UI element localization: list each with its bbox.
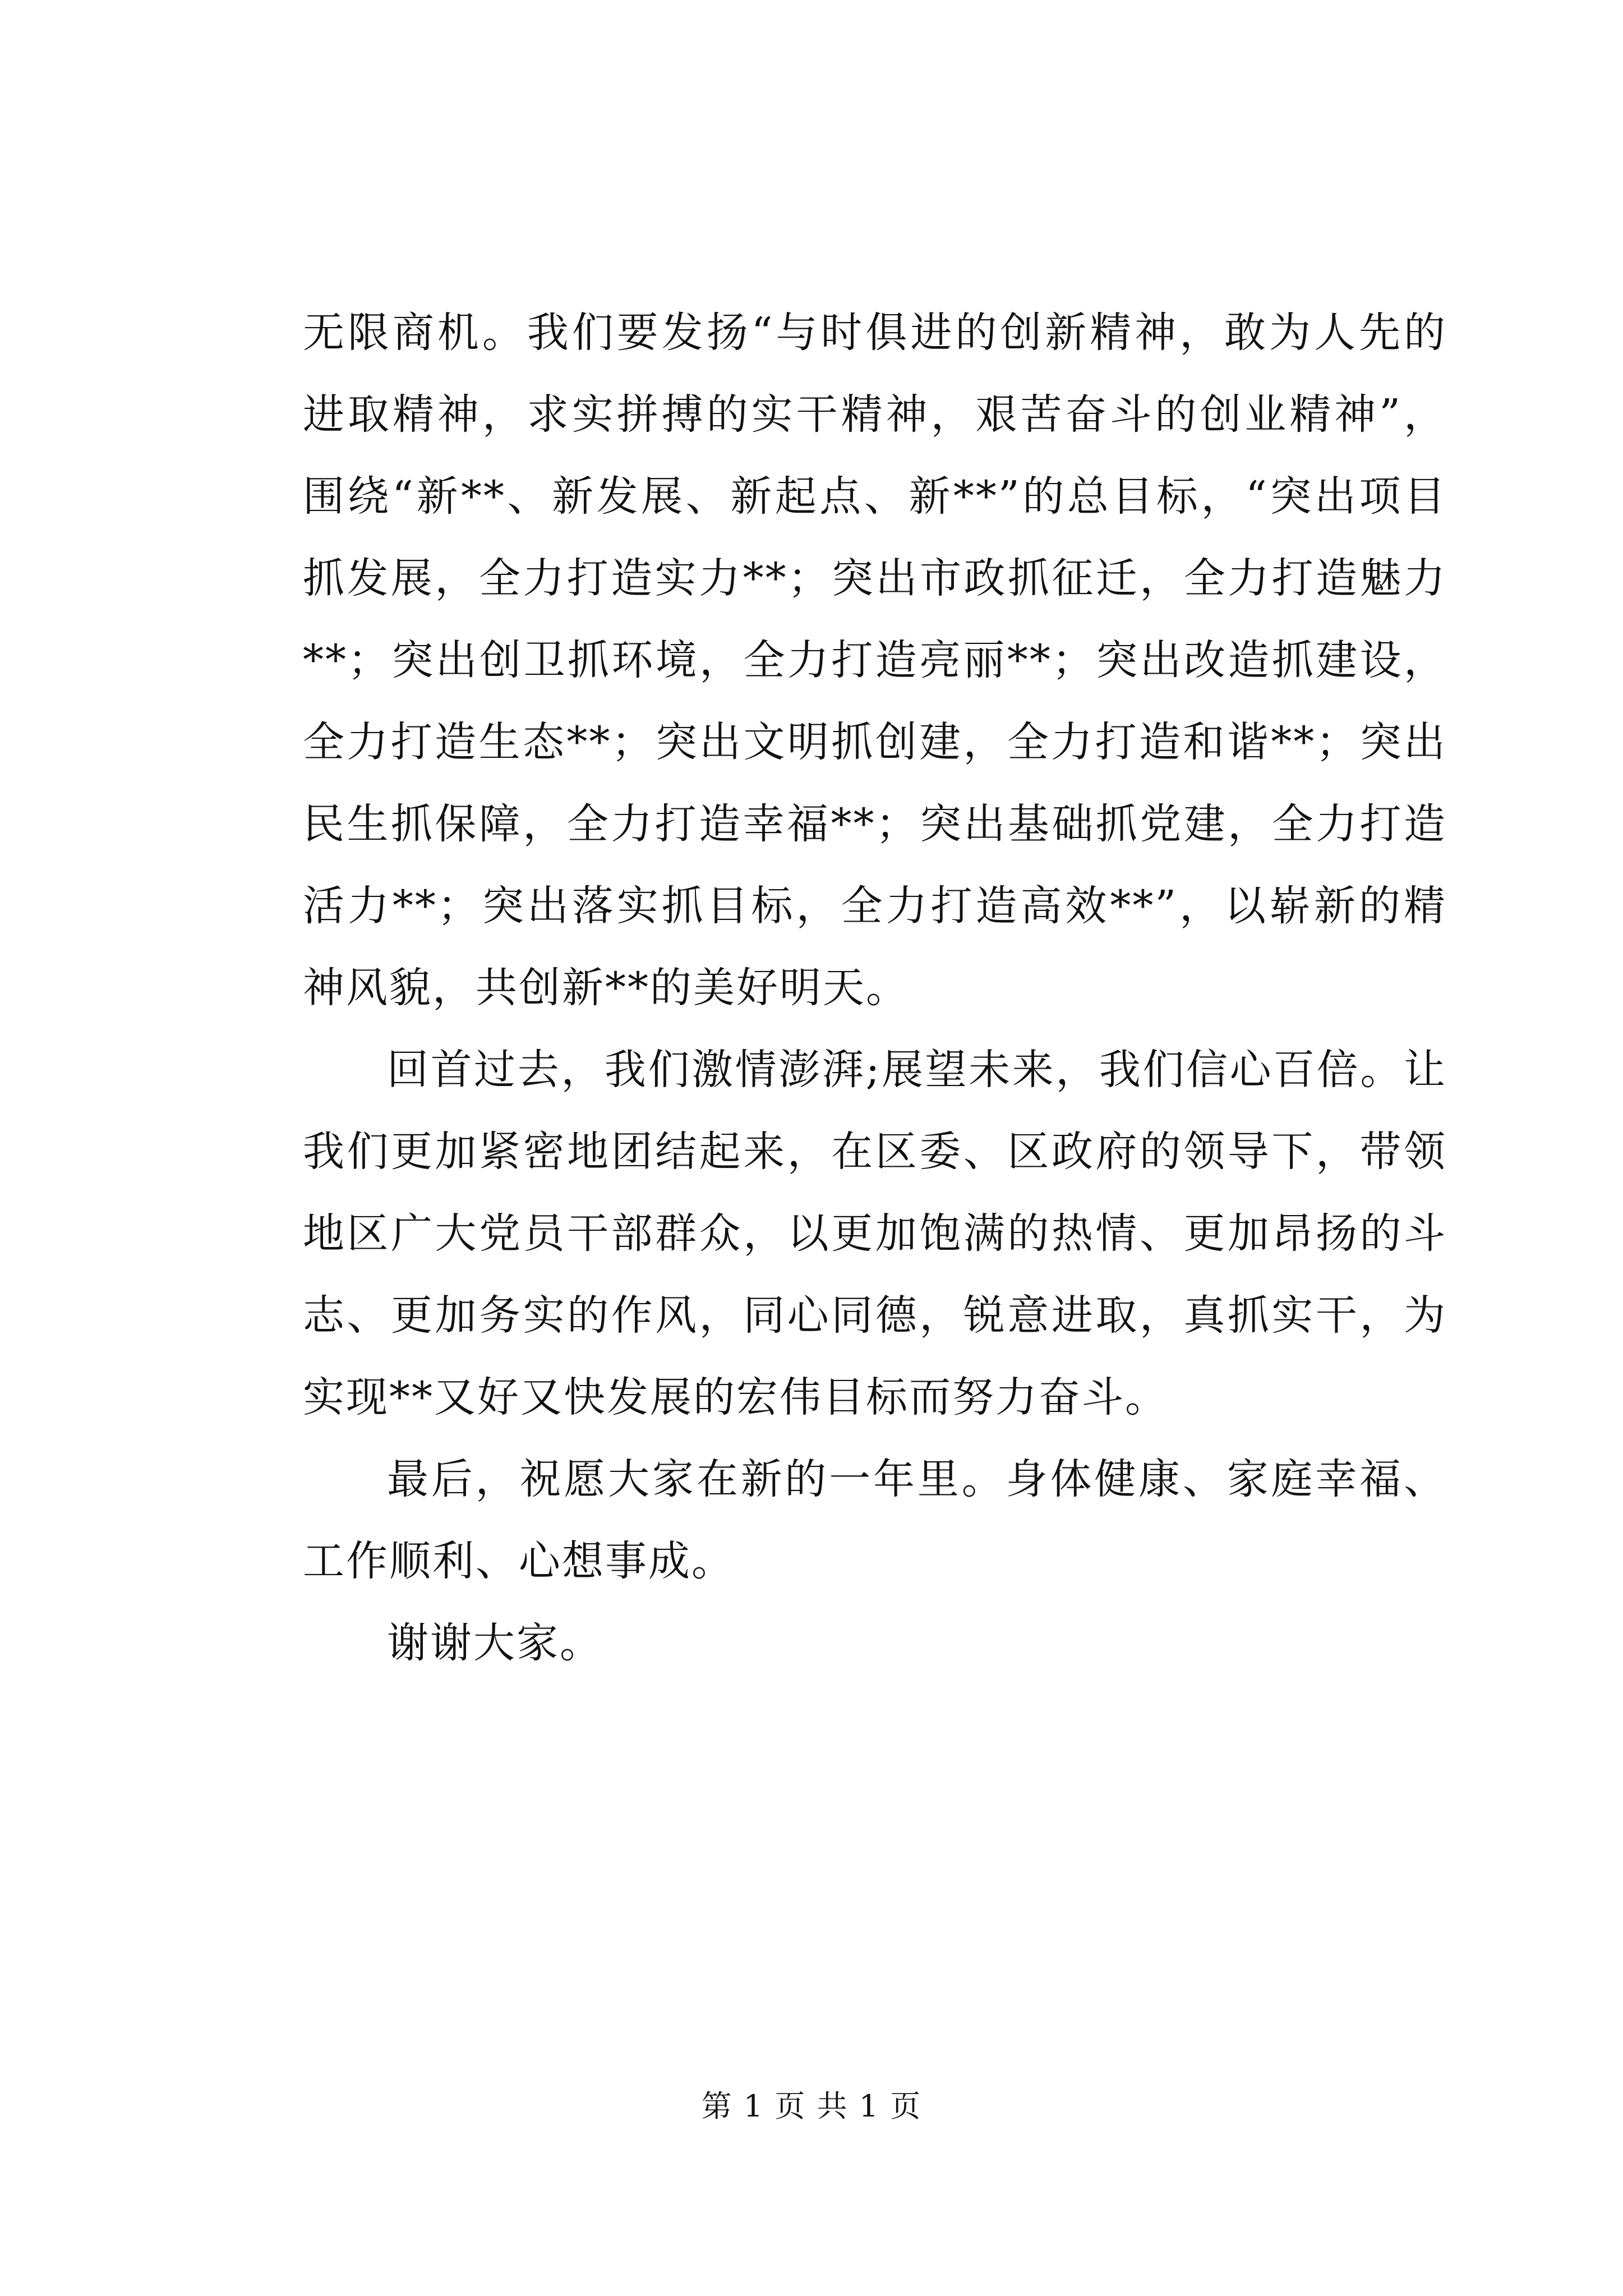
paragraph-2: 回首过去，我们激情澎湃;展望未来，我们信心百倍。让我们更加紧密地团结起来，在区委、区政府的领导下，带领地区广大党员干部群众，以更加饱满的热情、更加昂扬的斗志、更加务实的作风，同心同德，锐意进取，真抓实干，为实现**又好又快发展的宏伟目标而努力奋斗。 <box>303 1046 1447 1421</box>
document-body <box>303 292 1447 1684</box>
page-footer <box>0 2087 1623 2126</box>
paragraph-4: 谢谢大家。 <box>387 1619 603 1667</box>
paragraph-1: 无限商机。我们要发扬“与时俱进的创新精神，敢为人先的进取精神，求实拼搏的实干精神，艰苦奋斗的创业精神”，围绕“新**、新发展、新起点、新**”的总目标，“突出项目抓发展，全力打造实力**；突出市政抓征迁，全力打造魅力**；突出创卫抓环境，全力打造亮丽**；突出改造抓建设，全力打造生态**；突出文明抓创建，全力打造和谐**；突出民生抓保障，全力打造幸福**；突出基础抓党建，全力打造活力**；突出落实抓目标，全力打造高效**”，以崭新的精神风貌，共创新**的美好明天。 <box>303 309 1447 1012</box>
paragraph-3: 最后，祝愿大家在新的一年里。身体健康、家庭幸福、工作顺利、心想事成。 <box>303 1455 1447 1585</box>
page-number-label: 第 1 页 共 1 页 <box>701 2088 922 2124</box>
